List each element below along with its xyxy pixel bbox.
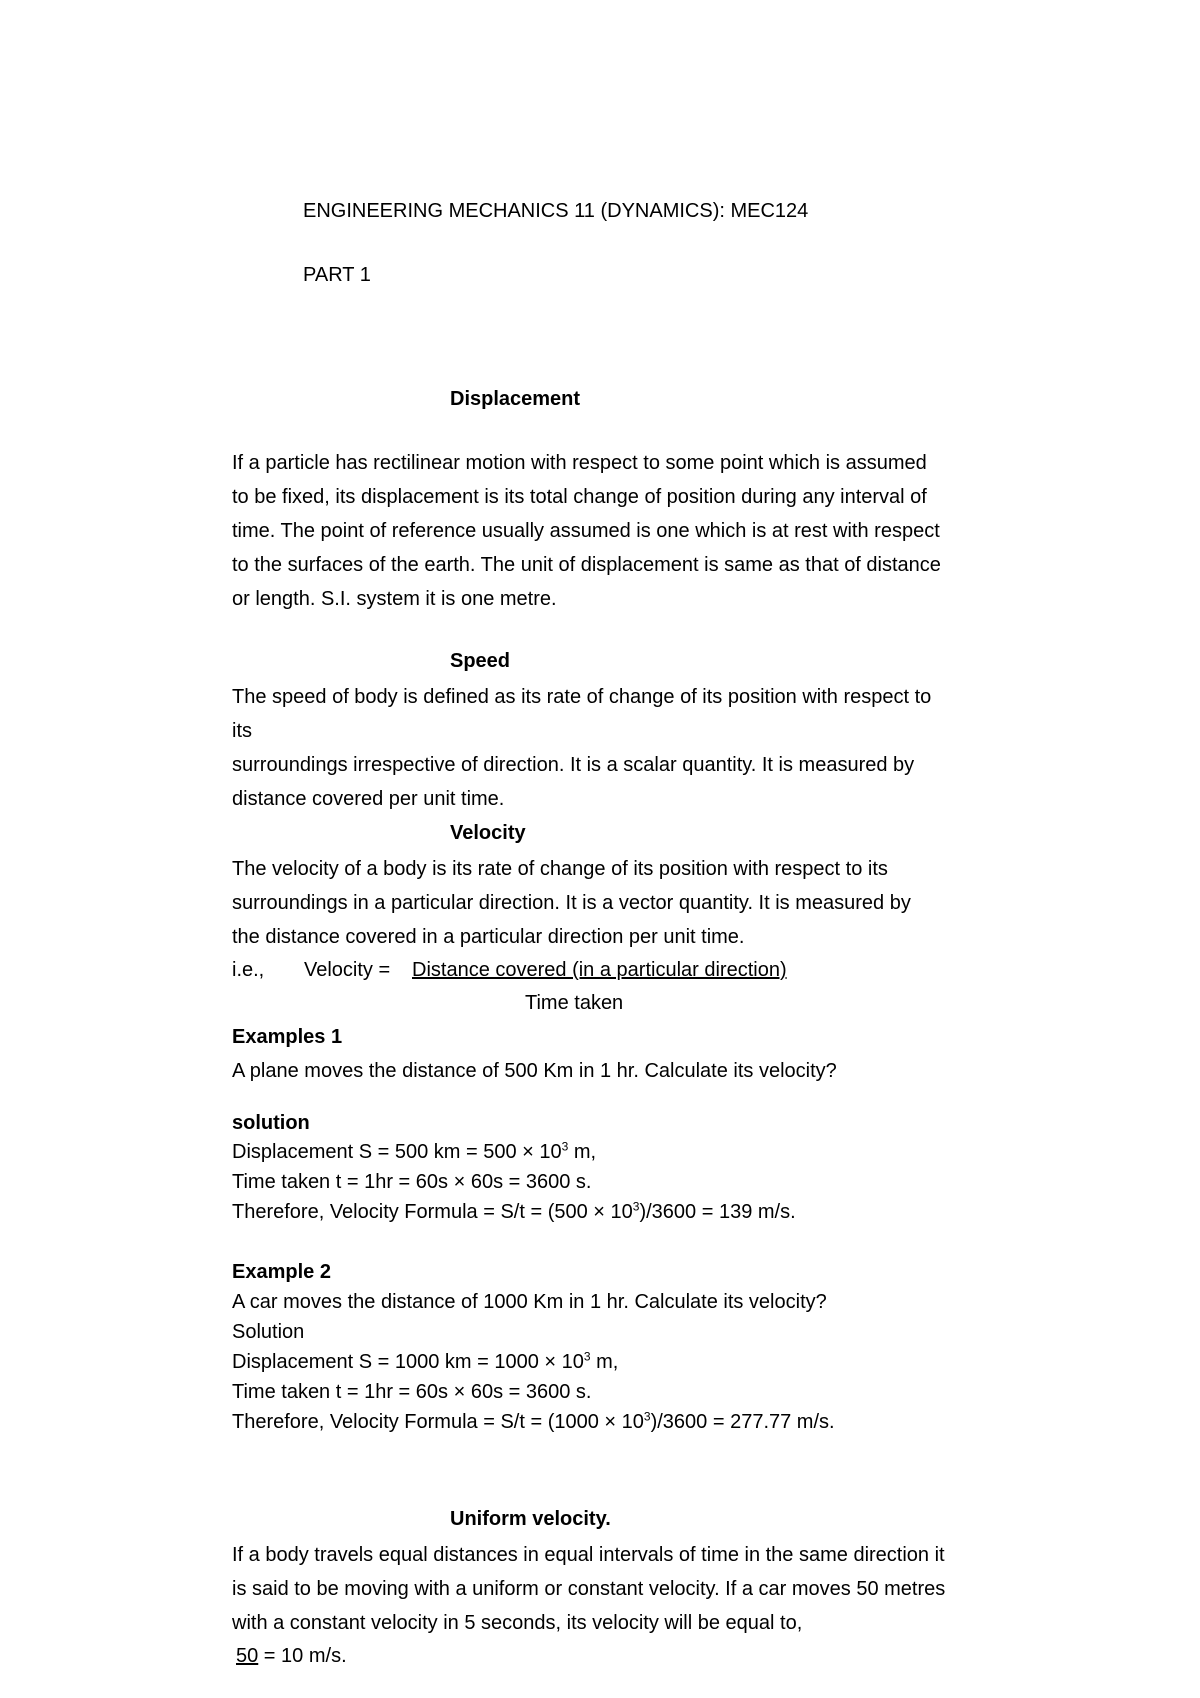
speed-line: surroundings irrespective of direction. It is a scalar quantity. It is measured by (232, 754, 915, 776)
text: m, (568, 1141, 597, 1163)
speed-line: distance covered per unit time. (232, 788, 505, 810)
example2-velocity (232, 1411, 835, 1434)
uniform-velocity-result (236, 1645, 347, 1668)
example2-displacement (232, 1351, 618, 1374)
text: m, (590, 1351, 619, 1373)
example1-heading: Examples 1 (232, 1026, 343, 1048)
displacement-line: to be fixed, its displacement is its total change of position during any interval of (232, 486, 927, 508)
displacement-line: or length. S.I. system it is one metre. (232, 588, 557, 610)
displacement-line: time. The point of reference usually assumed is one which is at rest with respect (232, 520, 940, 542)
exponent: 3 (632, 1199, 640, 1214)
velocity-line: surroundings in a particular direction. It is a vector quantity. It is measured by (232, 892, 911, 914)
formula-denominator: Time taken (525, 992, 624, 1014)
text: )/3600 = 277.77 m/s. (650, 1411, 835, 1433)
example1-velocity (232, 1201, 796, 1224)
displacement-paragraph (232, 446, 1032, 616)
example1-question: A plane moves the distance of 500 Km in 1 hr. Calculate its velocity? (232, 1060, 837, 1082)
displacement-line: to the surfaces of the earth. The unit of displacement is same as that of distance (232, 554, 941, 576)
formula-prefix: i.e., (232, 959, 265, 981)
velocity-paragraph (232, 852, 1032, 954)
formula-label: Velocity = (304, 959, 391, 981)
example2-question: A car moves the distance of 1000 Km in 1 hr. Calculate its velocity? (232, 1291, 827, 1313)
part-label: PART 1 (303, 264, 371, 286)
exponent: 3 (583, 1349, 591, 1364)
displacement-heading: Displacement (450, 388, 581, 410)
speed-heading: Speed (450, 650, 511, 672)
text: Displacement S = 500 km = 500 × 10 (232, 1141, 562, 1163)
uniform-velocity-heading: Uniform velocity. (450, 1508, 611, 1530)
example2-heading: Example 2 (232, 1261, 331, 1283)
uniform-velocity-paragraph (232, 1538, 1032, 1640)
result-rest: = 10 m/s. (258, 1645, 347, 1667)
velocity-heading: Velocity (450, 822, 526, 844)
course-title: ENGINEERING MECHANICS 11 (DYNAMICS): MEC124 (303, 200, 809, 222)
example1-displacement (232, 1141, 596, 1164)
example2-solution-label: Solution (232, 1321, 305, 1343)
example2-time: Time taken t = 1hr = 60s × 60s = 3600 s. (232, 1381, 592, 1403)
text: Therefore, Velocity Formula = S/t = (1000 × 10 (232, 1411, 644, 1433)
text: Therefore, Velocity Formula = S/t = (500 × 10 (232, 1201, 633, 1223)
text: )/3600 = 139 m/s. (639, 1201, 796, 1223)
velocity-line: The velocity of a body is its rate of change of its position with respect to its (232, 858, 888, 880)
exponent: 3 (643, 1409, 651, 1424)
uniform-velocity-line: is said to be moving with a uniform or constant velocity. If a car moves 50 metres (232, 1578, 946, 1600)
uniform-velocity-line: with a constant velocity in 5 seconds, its velocity will be equal to, (232, 1612, 803, 1634)
speed-paragraph (232, 680, 1032, 816)
displacement-line: If a particle has rectilinear motion with respect to some point which is assumed (232, 452, 927, 474)
uniform-velocity-line: If a body travels equal distances in equal intervals of time in the same direction it (232, 1544, 945, 1566)
formula-numerator: Distance covered (in a particular direction) (412, 959, 787, 981)
speed-line: its (232, 720, 252, 742)
result-numerator: 50 (236, 1645, 259, 1667)
example1-solution-label: solution (232, 1112, 310, 1134)
velocity-line: the distance covered in a particular direction per unit time. (232, 926, 745, 948)
example1-time: Time taken t = 1hr = 60s × 60s = 3600 s. (232, 1171, 592, 1193)
text: Displacement S = 1000 km = 1000 × 10 (232, 1351, 584, 1373)
speed-line: The speed of body is defined as its rate of change of its position with respect to (232, 686, 932, 708)
exponent: 3 (561, 1139, 569, 1154)
